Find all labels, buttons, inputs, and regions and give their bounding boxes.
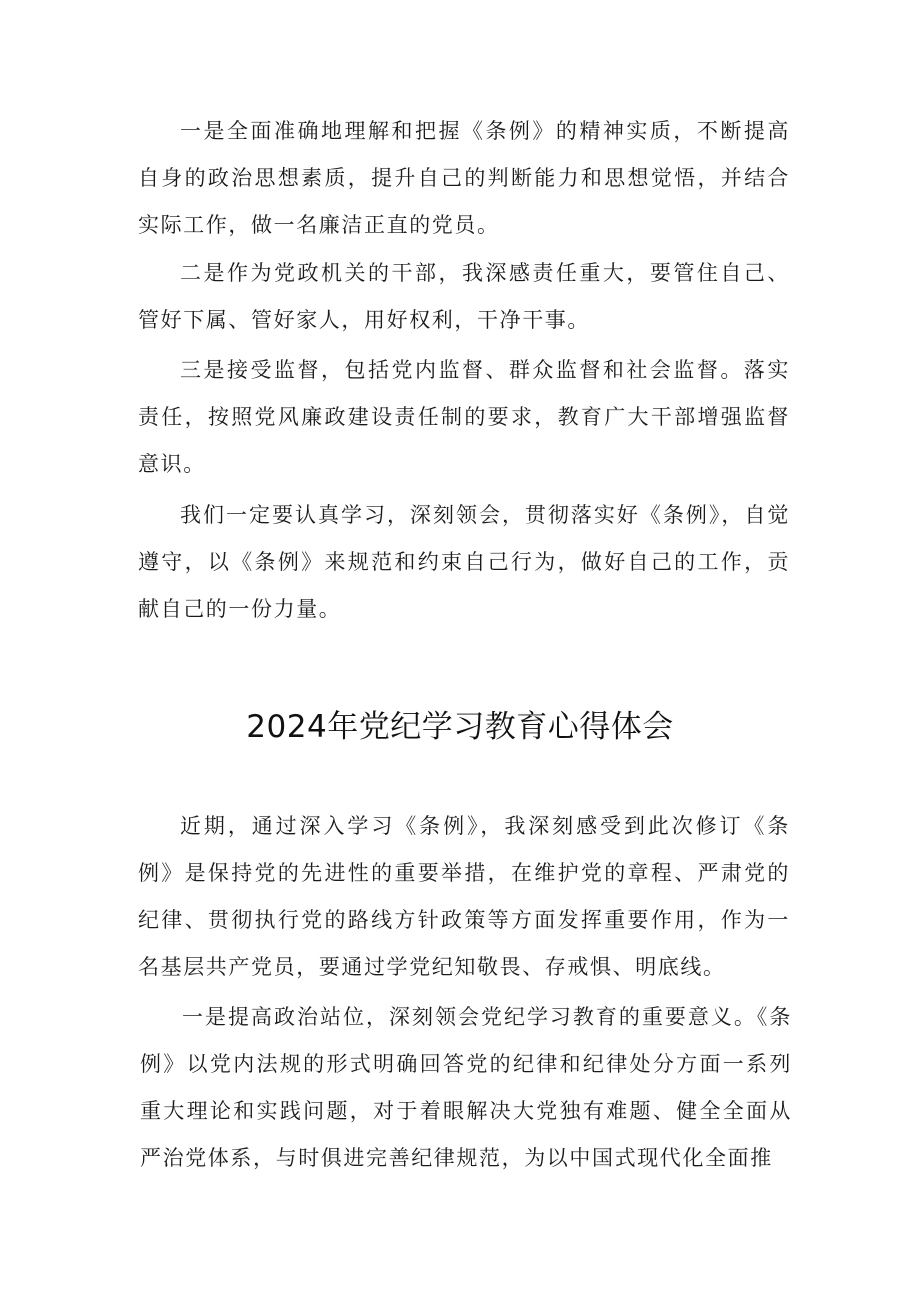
paragraph-intro: 近期，通过深入学习《条例》，我深刻感受到此次修订《条例》是保持党的先进性的重要举措，在维护党的章程、严肃党的纪律、贯彻执行党的路线方针政策等方面发挥重要作用，作为一名基层共产党员，要通过学党纪知敬畏、存戒惧、明底线。 <box>138 814 790 979</box>
paragraph-conclusion: 我们一定要认真学习，深刻领会，贯彻落实好《条例》，自觉遵守，以《条例》来规范和约束自己行为，做好自己的工作，贡献自己的一份力量。 <box>138 503 790 621</box>
article-title: 2024年党纪学习教育心得体会 <box>246 709 674 745</box>
paragraph-point-one: 一是全面准确地理解和把握《条例》的精神实质，不断提高自身的政治思想素质，提升自己的判断能力和思想觉悟，并结合实际工作，做一名廉洁正直的党员。 <box>138 119 790 237</box>
paragraph-political-stance: 一是提高政治站位，深刻领会党纪学习教育的重要意义。《条例》以党内法规的形式明确回答党的纪律和纪律处分方面一系列重大理论和实践问题，对于着眼解决大党独有难题、健全全面从严治党体系，与时俱进完善纪律规范，为以中国式现代化全面推 <box>140 1005 792 1170</box>
paragraph-point-two: 二是作为党政机关的干部，我深感责任重大，要管住自己、管好下属、管好家人，用好权利，干净干事。 <box>138 261 790 332</box>
paragraph-point-three: 三是接受监督，包括党内监督、群众监督和社会监督。落实责任，按照党风廉政建设责任制的要求，教育广大干部增强监督意识。 <box>138 358 790 476</box>
